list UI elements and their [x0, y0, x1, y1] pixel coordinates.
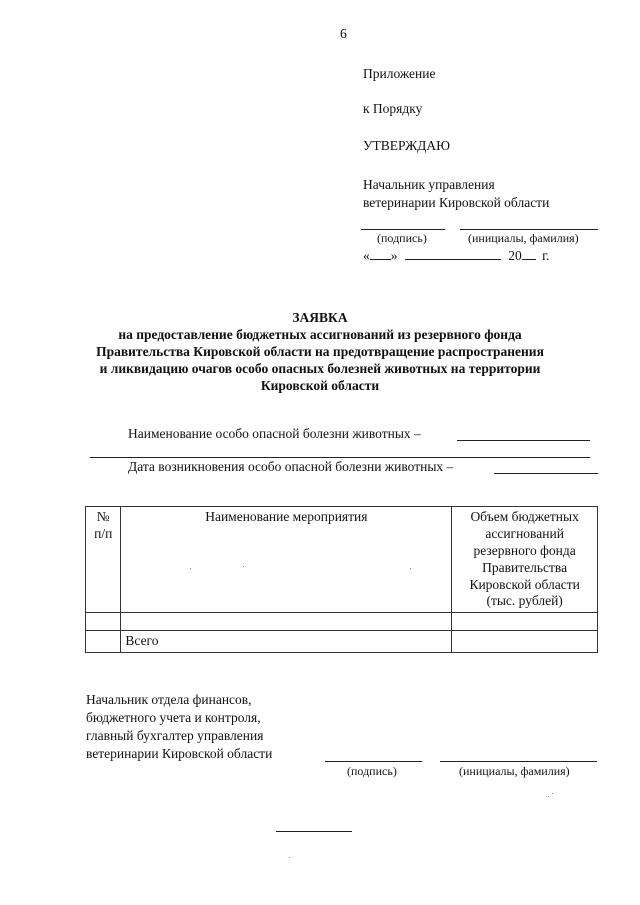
col-amount-header: [452, 507, 598, 613]
col-amount-line: Правительства: [482, 559, 568, 575]
table-cell: [86, 613, 121, 631]
date-suffix: г.: [542, 248, 550, 263]
head-initials-caption: (инициалы, фамилия): [468, 231, 579, 245]
col-amount-line: Кировской области: [469, 576, 580, 592]
to-order-label: к Порядку: [363, 101, 423, 116]
total-label: Всего: [121, 631, 452, 653]
head-initials-line: [460, 229, 598, 230]
table-total-row: [86, 631, 598, 653]
footer-title-line4: ветеринарии Кировской области: [86, 746, 273, 761]
title-line3: и ликвидацию очагов особо опасных болезней животных на территории: [99, 361, 541, 376]
col-num-line1: №: [96, 509, 110, 524]
head-title-line1: Начальник управления: [363, 177, 495, 192]
approval-date: [363, 248, 550, 265]
scan-speck: [548, 796, 549, 797]
scan-speck: [243, 566, 244, 567]
footer-title-line1: Начальник отдела финансов,: [86, 692, 252, 707]
table-cell: [86, 631, 121, 653]
title-line1: на предоставление бюджетных ассигнований из резервного фонда: [118, 327, 522, 342]
title-line2: Правительства Кировской области на предотвращение распространения: [96, 344, 544, 359]
title-line4: Кировской области: [260, 378, 380, 393]
col-amount-line: резервного фонда: [473, 542, 576, 558]
scan-speck: [552, 793, 553, 794]
table-cell: [452, 631, 598, 653]
table-header-row: [86, 507, 598, 613]
date-quote-close: »: [390, 248, 398, 263]
disease-name-blank: [457, 440, 590, 441]
document-title: ЗАЯВКА: [292, 310, 348, 325]
scan-speck: [289, 857, 290, 858]
footer-initials-caption: (инициалы, фамилия): [459, 764, 570, 778]
footer-title-line3: главный бухгалтер управления: [86, 728, 264, 743]
col-amount-line: Объем бюджетных: [470, 509, 579, 524]
date-year-blank: [522, 259, 536, 260]
approve-label: УТВЕРЖДАЮ: [363, 138, 451, 153]
footer-signature-line: [325, 761, 422, 762]
col-num-line2: п/п: [94, 525, 113, 541]
scan-speck: [410, 568, 411, 569]
closing-separator: [276, 831, 352, 832]
activities-table: [85, 506, 598, 653]
col-amount-line: (тыс. рублей): [486, 593, 563, 609]
date-day-blank: [370, 259, 391, 260]
col-amount-line: ассигнований: [485, 525, 564, 541]
head-title-line2: ветеринарии Кировской области: [363, 195, 550, 210]
col-num-header: [86, 507, 121, 613]
scan-speck: [190, 568, 191, 569]
page-number: 6: [340, 26, 347, 41]
date-month-blank: [405, 259, 501, 260]
disease-name-continuation: [90, 457, 590, 458]
disease-date-blank: [494, 473, 598, 474]
date-year: 20: [508, 248, 522, 263]
disease-name-label: Наименование особо опасной болезни животных –: [128, 426, 421, 441]
col-activity-header: Наименование мероприятия: [121, 507, 452, 613]
footer-title-line2: бюджетного учета и контроля,: [86, 710, 261, 725]
table-row: [86, 613, 598, 631]
appendix-label: Приложение: [363, 66, 436, 81]
date-quote-open: «: [363, 248, 370, 263]
table-cell: [452, 613, 598, 631]
head-signature-line: [361, 229, 445, 230]
footer-signature-caption: (подпись): [347, 764, 397, 778]
head-signature-caption: (подпись): [377, 231, 427, 245]
disease-date-label: Дата возникновения особо опасной болезни животных –: [128, 459, 454, 474]
table-cell: [121, 613, 452, 631]
footer-initials-line: [440, 761, 597, 762]
